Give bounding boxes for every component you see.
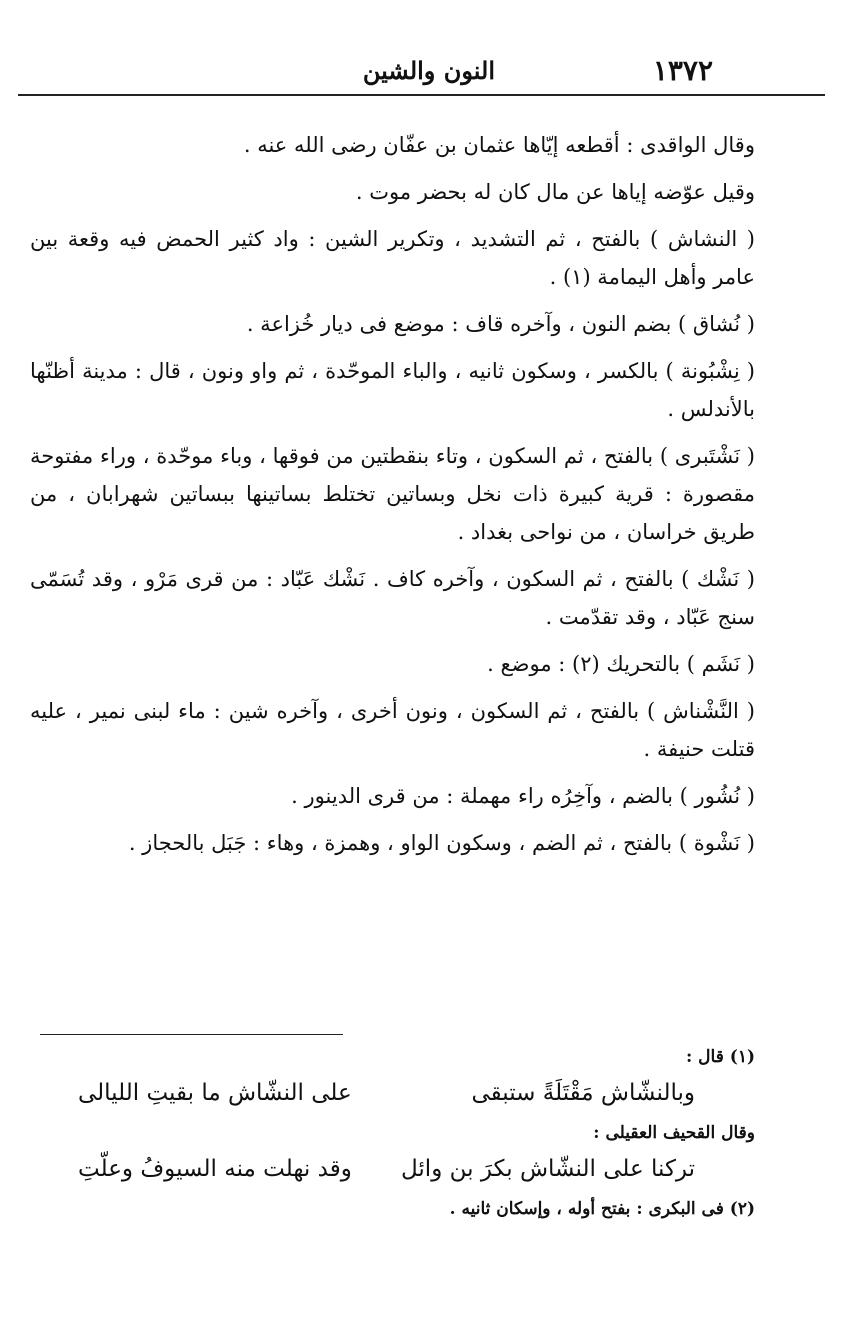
- paragraph: ( نُشُور ) بالضم ، وآخِرُه راء مهملة : من قرى الدينور .: [291, 784, 755, 808]
- poet-label: وقال القحيف العقيلى :: [593, 1123, 755, 1143]
- verse-hemistich-first: وبالنشّاش مَقْتَلَةً ستبقى: [471, 1080, 695, 1106]
- footnote-rule: [40, 1034, 343, 1035]
- footnote-2: (٢) فى البكرى : بفتح أوله ، وإسكان ثانيه .: [449, 1199, 755, 1219]
- page-number: ١٣٧٢: [652, 54, 713, 87]
- footnotes: [38, 1042, 755, 1224]
- paragraph: ( نَشَم ) بالتحريك (٢) : موضع .: [487, 652, 755, 676]
- page-header: [18, 48, 825, 88]
- verse-line: [38, 1154, 755, 1184]
- paragraph: ( نَشْك ) بالفتح ، ثم السكون ، وآخره كاف . نَشْك عَبّاد : من قرى مَرْو ، وقد تُسَمّى سنج عَبّاد ، وقد تقدّمت .: [30, 567, 755, 629]
- paragraph: وقيل عوّضه إياها عن مال كان له بحضر موت .: [355, 180, 755, 204]
- paragraph: ( نِشْبُونة ) بالكسر ، وسكون ثانيه ، والباء الموحّدة ، ثم واو ونون ، قال : مدينة أظنّها بالأندلس .: [30, 359, 755, 421]
- verse-hemistich-second: وقد نهلت منه السيوفُ وعلّتِ: [78, 1156, 352, 1182]
- header-rule: [18, 94, 825, 96]
- verse-hemistich-second: على النشّاش ما بقيتِ الليالى: [78, 1080, 352, 1106]
- running-title: النون والشين: [362, 56, 495, 85]
- paragraph: ( نَشْتَبرى ) بالفتح ، ثم السكون ، وتاء بنقطتين من فوقها ، وباء موحّدة ، وراء مفتوحة مقصورة : قرية كبيرة ذات نخل وبساتين تختلط بساتينها ببساتين شهرابان ، من طريق خراسان ، من نواحى بغداد .: [30, 444, 755, 544]
- paragraph: ( النَّشْناش ) بالفتح ، ثم السكون ، ونون أخرى ، وآخره شين : ماء لبنى نمير ، عليه قتلت حنيفة .: [30, 699, 755, 761]
- paragraph: ( نُشاق ) بضم النون ، وآخره قاف : موضع فى ديار خُزاعة .: [246, 312, 755, 336]
- paragraph: ( النشاش ) بالفتح ، ثم التشديد ، وتكرير الشين : واد كثير الحمض فيه وقعة بين عامر وأهل اليمامة (١) .: [30, 227, 755, 289]
- paragraph: ( نَشْوة ) بالفتح ، ثم الضم ، وسكون الواو ، وهمزة ، وهاء : جَبَل بالحجاز .: [128, 831, 755, 855]
- verse-line: [38, 1078, 755, 1108]
- verse-hemistich-first: تركنا على النشّاش بكرَ بن وائل: [400, 1156, 695, 1182]
- footnote-1-label: (١) قال :: [685, 1047, 755, 1067]
- paragraph: وقال الواقدى : أقطعه إيّاها عثمان بن عفّان رضى الله عنه .: [243, 133, 755, 157]
- body-text: [30, 126, 791, 871]
